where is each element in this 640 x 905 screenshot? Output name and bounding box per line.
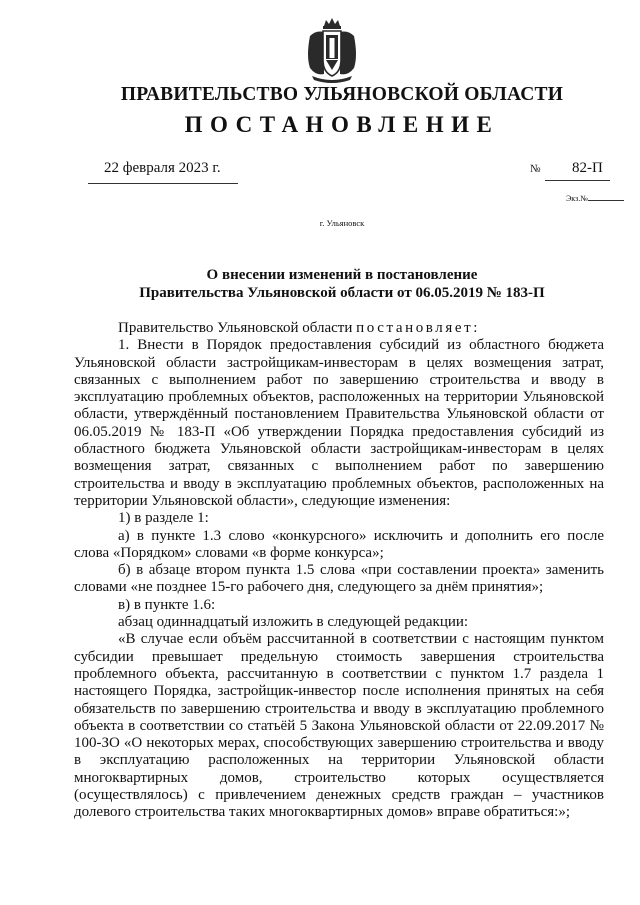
preamble-text: Правительство Ульяновской области — [118, 320, 357, 336]
document-type: ПОСТАНОВЛЕНИЕ — [184, 112, 500, 137]
body-paragraph-1: 1. Внести в Порядок предоставления субсидий из областного бюджета Ульяновской области застройщикам-инвесторам в целях возмещения затрат, связанных с выполнением работ по завершению строительства и вводу в эксплуатацию проблемных объектов, расположенных на территории Ульяновской области, утверждённый постановлением Правительства Ульяновской области от 06.05.2019 № 183-П «Об утверждении Порядка предоставления субсидий из областного бюджета Ульяновской области застройщикам-инвесторам в целях возмещения затрат, связанных с выполнением работ по завершению строительства и вводу в эксплуатацию проблемных объектов, расположенных на территории Ульяновской области», следующие изменения: — [74, 337, 604, 509]
heading-line-2: Правительства Ульяновской области от 06.05.2019 № 183-П — [139, 285, 545, 301]
document-date: 22 февраля 2023 г. — [104, 160, 221, 176]
number-sign: № — [530, 163, 541, 175]
copy-number-label: Экз.№ — [566, 194, 588, 203]
document-heading — [0, 266, 640, 302]
organization-title: ПРАВИТЕЛЬСТВО УЛЬЯНОВСКОЙ ОБЛАСТИ — [120, 84, 564, 105]
body-paragraph-5: в) в пункте 1.6: — [118, 596, 216, 613]
body-paragraph-preamble — [74, 320, 604, 337]
city-label: г. Ульяновск — [319, 218, 365, 228]
preamble-verb: постановляет: — [356, 320, 481, 336]
body-paragraph-4: б) в абзаце втором пункта 1.5 слова «при составлении проекта» заменить словами «не позднее 15-го рабочего дня, следующего за днём принятия»; — [74, 562, 604, 596]
coat-of-arms-icon — [302, 16, 362, 84]
document-body — [74, 320, 604, 822]
copy-number-line — [588, 200, 624, 201]
body-paragraph-7: «В случае если объём рассчитанной в соответствии с настоящим пунктом субсидии превышает предельную стоимость завершения строительства проблемного объекта, рассчитанную в соответствии с пунктом 1.7 раздела 1 настоящего Порядка, застройщик-инвестор после исполнения принятых на себя обязательств по завершению строительства и вводу в эксплуатацию проблемного объекта в соответствии со статьёй 5 Закона Ульяновской области от 22.09.2017 № 100-ЗО «О некоторых мерах, способствующих завершению строительства и вводу в эксплуатацию расположенных на территории Ульяновской области многоквартирных домов, строительство которых осуществляется (осуществлялось) с привлечением денежных средств граждан – участников долевого строительства таких многоквартирных домов» вправе обратиться:»; — [74, 631, 604, 821]
heading-line-1: О внесении изменений в постановление — [206, 267, 478, 283]
number-underline — [545, 180, 610, 181]
body-paragraph-2: 1) в разделе 1: — [118, 510, 209, 527]
document-number: 82-П — [572, 160, 603, 176]
date-underline — [88, 183, 238, 184]
copy-number-field — [566, 194, 624, 203]
body-paragraph-6: абзац одиннадцатый изложить в следующей редакции: — [118, 614, 469, 631]
body-paragraph-3: а) в пункте 1.3 слово «конкурсного» исключить и дополнить его после слова «Порядком» словами «в форме конкурса»; — [74, 527, 604, 561]
